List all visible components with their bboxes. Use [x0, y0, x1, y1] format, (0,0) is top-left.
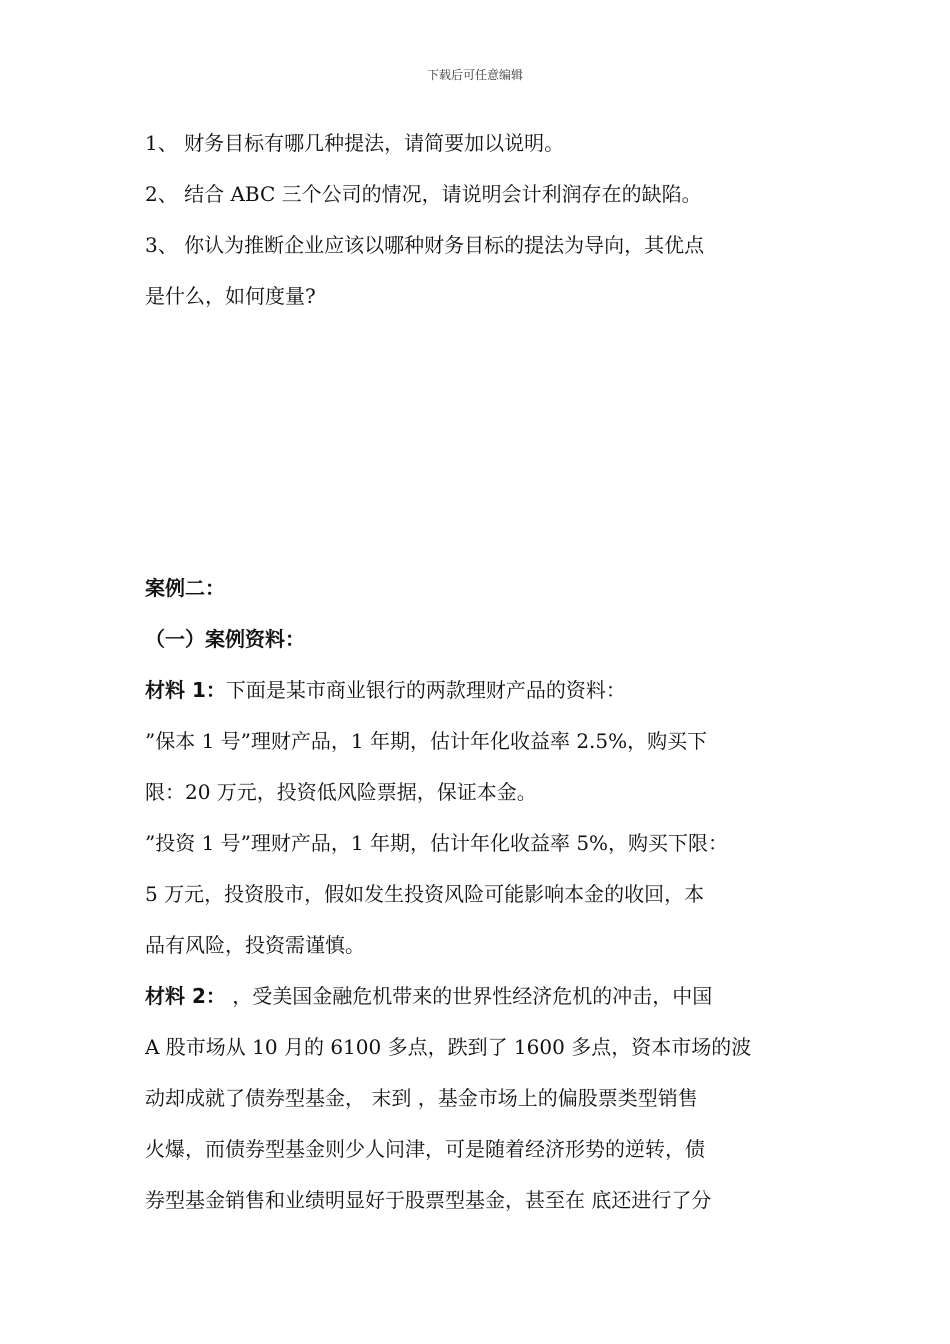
material-1-line: 限：20 万元，投资低风险票据，保证本金。: [145, 780, 537, 804]
material-1-line: ”投资 1 号”理财产品，1 年期，估计年化收益率 5%，购买下限：: [145, 831, 729, 855]
case-section-heading: （一）案例资料：: [145, 627, 305, 651]
question-3: 3、 你认为推断企业应该以哪种财务目标的提法为导向，其优点: [145, 233, 705, 257]
material-2-line: A 股市场从 10 月的 6100 多点，跌到了 1600 多点，资本市场的波: [145, 1035, 752, 1059]
document-body: [145, 118, 810, 1226]
material-1-intro-line: [145, 665, 810, 716]
page-header: 下载后可任意编辑: [426, 68, 523, 82]
material-1-line: ”保本 1 号”理财产品，1 年期，估计年化收益率 2.5%，购买下: [145, 729, 708, 753]
question-3-continued: 是什么，如何度量?: [145, 284, 316, 308]
material-2-first-line: [145, 971, 810, 1022]
material-1-intro: 下面是某市商业银行的两款理财产品的资料：: [225, 678, 626, 702]
material-1-label: 材料 1：: [145, 678, 226, 702]
material-1-line: 5 万元，投资股市，假如发生投资风险可能影响本金的收回，本: [145, 882, 705, 906]
material-1-line: 品有风险，投资需谨慎。: [145, 933, 365, 957]
material-2-label: 材料 2：: [145, 984, 226, 1008]
material-2-line: 火爆，而债券型基金则少人问津，可是随着经济形势的逆转，债: [145, 1137, 705, 1161]
question-2: 2、 结合 ABC 三个公司的情况，请说明会计利润存在的缺陷。: [145, 182, 702, 206]
question-1: 1、 财务目标有哪几种提法，请简要加以说明。: [145, 131, 565, 155]
case-title: 案例二：: [145, 576, 225, 600]
blank-space: [145, 322, 810, 563]
material-2-line: 券型基金销售和业绩明显好于股票型基金，甚至在 底还进行了分: [145, 1188, 712, 1212]
material-2-line: 动却成就了债券型基金， 末到 ，基金市场上的偏股票类型销售: [145, 1086, 698, 1110]
material-2-first: ，受美国金融危机带来的世界性经济危机的冲击，中国: [225, 984, 713, 1008]
